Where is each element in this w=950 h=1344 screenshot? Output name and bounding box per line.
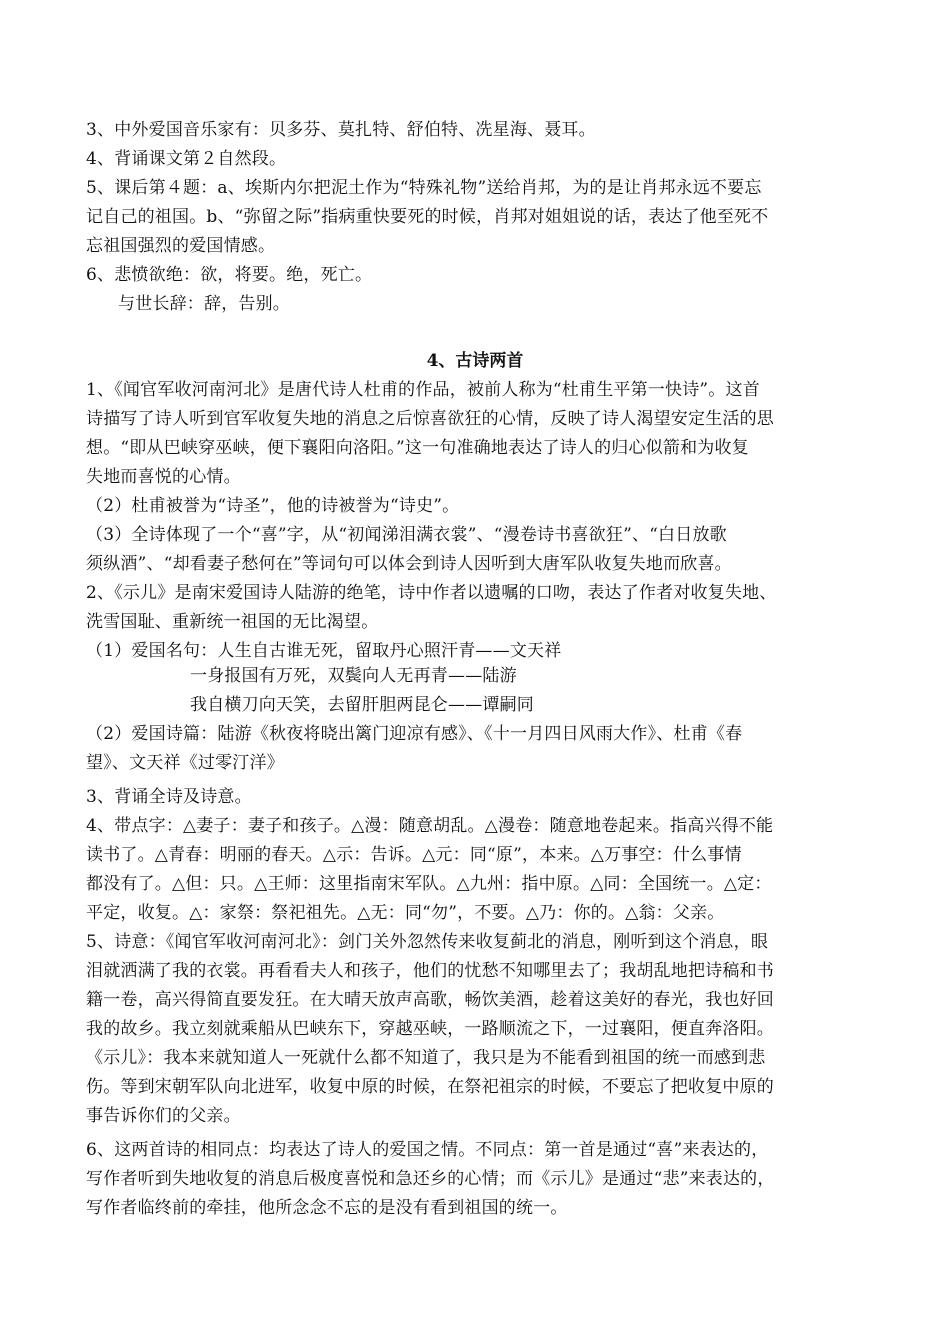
- text-line: 2、《示儿》是南宋爱国诗人陆游的绝笔，诗中作者以遗嘱的口吻，表达了作者对收复失地、: [86, 583, 777, 603]
- text-line: 3、中外爱国音乐家有：贝多芬、莫扎特、舒伯特、冼星海、聂耳。: [86, 120, 596, 140]
- text-line: 写作者听到失地收复的消息后极度喜悦和急还乡的心情；而《示儿》是通过“悲”来表达的，: [86, 1169, 775, 1189]
- text-line: 泪就洒满了我的衣裳。再看看夫人和孩子，他们的忧愁不知哪里去了；我胡乱地把诗稿和书: [86, 961, 774, 981]
- text-line: 5、课后第４题：a、埃斯内尔把泥土作为“特殊礼物”送给肖邦，为的是让肖邦永远不要忘: [86, 178, 762, 198]
- text-line: 4、带点字：△妻子：妻子和孩子。△漫：随意胡乱。△漫卷：随意地卷起来。指高兴得不能: [86, 816, 774, 836]
- text-line: 读书了。△青春：明丽的春天。△示：告诉。△元：同“原”，本来。△万事空：什么事情: [86, 845, 742, 865]
- text-line: 写作者临终前的牵挂，他所念念不忘的是没有看到祖国的统一。: [86, 1198, 568, 1218]
- section-title: 4、古诗两首: [426, 351, 524, 371]
- text-line: 1、《闻官军收河南河北》是唐代诗人杜甫的作品，被前人称为“杜甫生平第一快诗”。这首: [86, 380, 760, 400]
- text-line: 我自横刀向天笑，去留肝胆两昆仑——谭嗣同: [190, 695, 534, 715]
- text-line: 6、这两首诗的相同点：均表达了诗人的爱国之情。不同点：第一首是通过“喜”来表达的，: [86, 1140, 769, 1160]
- text-line: 伤。等到宋朝军队向北进军，收复中原的时候，在祭祀祖宗的时候，不要忘了把收复中原的: [86, 1077, 774, 1097]
- text-line: 诗描写了诗人听到官军收复失地的消息之后惊喜欲狂的心情，反映了诗人渴望安定生活的思: [86, 409, 774, 429]
- text-line: 与世长辞：辞，告别。: [118, 294, 290, 314]
- text-line: 一身报国有万死，双鬓向人无再青——陆游: [190, 666, 517, 686]
- text-line: 记自己的祖国。b、“弥留之际”指病重快要死的时候，肖邦对姐姐说的话，表达了他至死不: [86, 207, 769, 227]
- text-line: 都没有了。△但：只。△王师：这里指南宋军队。△九州：指中原。△同：全国统一。△定：: [86, 874, 772, 894]
- text-line: （2）爱国诗篇：陆游《秋夜将晓出篱门迎凉有感》、《十一月四日风雨大作》、杜甫《春: [86, 724, 743, 744]
- text-line: 《示儿》：我本来就知道人一死就什么都不知道了，我只是为不能看到祖国的统一而感到悲: [86, 1048, 766, 1068]
- text-line: 3、背诵全诗及诗意。: [86, 787, 252, 807]
- text-line: 事告诉你们的父亲。: [86, 1106, 241, 1126]
- text-line: （3）全诗体现了一个“喜”字，从“初闻涕泪满衣裳”、“漫卷诗书喜欲狂”、“白日放歌: [86, 525, 727, 545]
- text-line: 忘祖国强烈的爱国情感。: [86, 236, 276, 256]
- text-line: 望》、文天祥《过零汀洋》: [86, 753, 284, 773]
- text-line: 须纵酒”、“却看妻子愁何在”等词句可以体会到诗人因听到大唐军队收复失地而欣喜。: [86, 554, 732, 574]
- text-line: 我的故乡。我立刻就乘船从巴峡东下，穿越巫峡，一路顺流之下，一过襄阳，便直奔洛阳。: [86, 1019, 774, 1039]
- text-line: 平定，收复。△：家祭：祭祀祖先。△无：同“勿”，不要。△乃：你的。△翁：父亲。: [86, 903, 725, 923]
- text-line: 想。“即从巴峡穿巫峡，便下襄阳向洛阳。”这一句准确地表达了诗人的归心似箭和为收复: [86, 438, 749, 458]
- text-line: （1）爱国名句：人生自古谁无死，留取丹心照汗青——文天祥: [86, 641, 562, 661]
- text-line: （2）杜甫被誉为“诗圣”，他的诗被誉为“诗史”。: [86, 496, 460, 516]
- text-line: 5、诗意：《闻官军收河南河北》：剑门关外忽然传来收复蓟北的消息，刚听到这个消息，眼: [86, 932, 769, 952]
- text-line: 籍一卷，高兴得简直要发狂。在大晴天放声高歌，畅饮美酒，趁着这美好的春光，我也好回: [86, 990, 774, 1010]
- text-line: 洗雪国耻、重新统一祖国的无比渴望。: [86, 612, 379, 632]
- text-line: 失地而喜悦的心情。: [86, 467, 241, 487]
- text-line: 6、悲愤欲绝：欲，将要。绝，死亡。: [86, 265, 373, 285]
- text-line: 4、背诵课文第２自然段。: [86, 149, 287, 169]
